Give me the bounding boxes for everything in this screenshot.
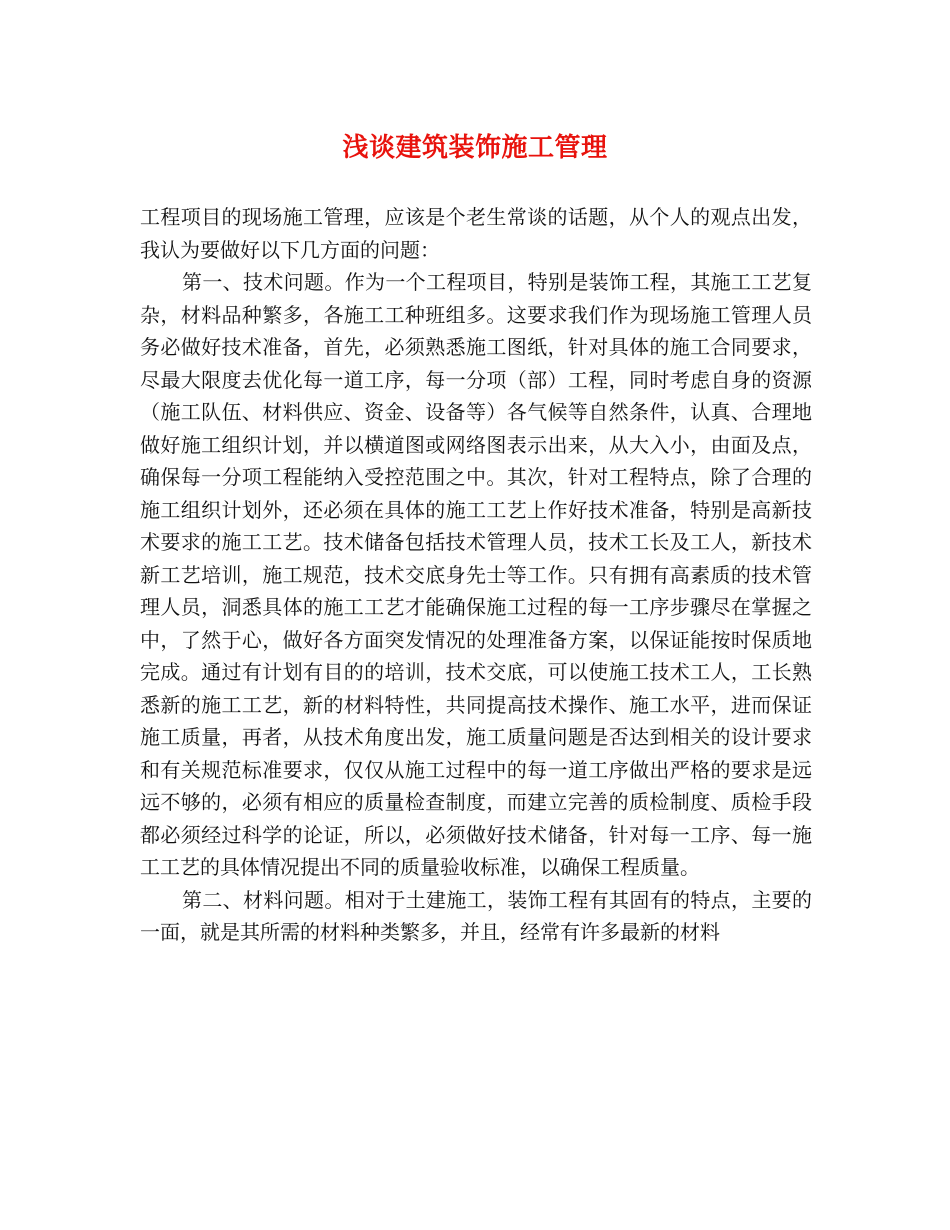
paragraph-material-issues: 第二、材料问题。相对于土建施工，装饰工程有其固有的特点，主要的一面，就是其所需的材料种类繁多，并且，经常有许多最新的材料 xyxy=(140,887,812,944)
document-title: 浅谈建筑装饰施工管理 xyxy=(342,133,608,163)
paragraph-technical-issues: 第一、技术问题。作为一个工程项目，特别是装饰工程，其施工工艺复杂，材料品种繁多，各施工工种班组多。这要求我们作为现场施工管理人员务必做好技术准备，首先，必须熟悉施工图纸，针对具体的施工合同要求，尽最大限度去优化每一道工序，每一分项（部）工程，同时考虑自身的资源（施工队伍、材料供应、资金、设备等）各气候等自然条件，认真、合理地做好施工组织计划，并以横道图或网络图表示出来，从大入小，由面及点，确保每一分项工程能纳入受控范围之中。其次，针对工程特点，除了合理的施工组织计划外，还必须在具体的施工工艺上作好技术准备，特别是高新技术要求的施工工艺。技术储备包括技术管理人员，技术工长及工人，新技术新工艺培训，施工规范，技术交底身先士等工作。只有拥有高素质的技术管理人员，洞悉具体的施工工艺才能确保施工过程的每一工序步骤尽在掌握之中，了然于心，做好各方面突发情况的处理准备方案，以保证能按时保质地完成。通过有计划有目的的培训，技术交底，可以使施工技术工人，工长熟悉新的施工工艺，新的材料特性，共同提高技术操作、施工水平，进而保证施工质量，再者，从技术角度出发，施工质量问题是否达到相关的设计要求和有关规范标准要求，仅仅从施工过程中的每一道工序做出严格的要求是远远不够的，必须有相应的质量检查制度，而建立完善的质检制度、质检手段都必须经过科学的论证，所以，必须做好技术储备，针对每一工序、每一施工工艺的具体情况提出不同的质量验收标准，以确保工程质量。 xyxy=(140,270,812,879)
document-body xyxy=(140,201,812,949)
paragraph-intro: 工程项目的现场施工管理，应该是个老生常谈的话题，从个人的观点出发，我认为要做好以下几方面的问题： xyxy=(140,205,812,262)
